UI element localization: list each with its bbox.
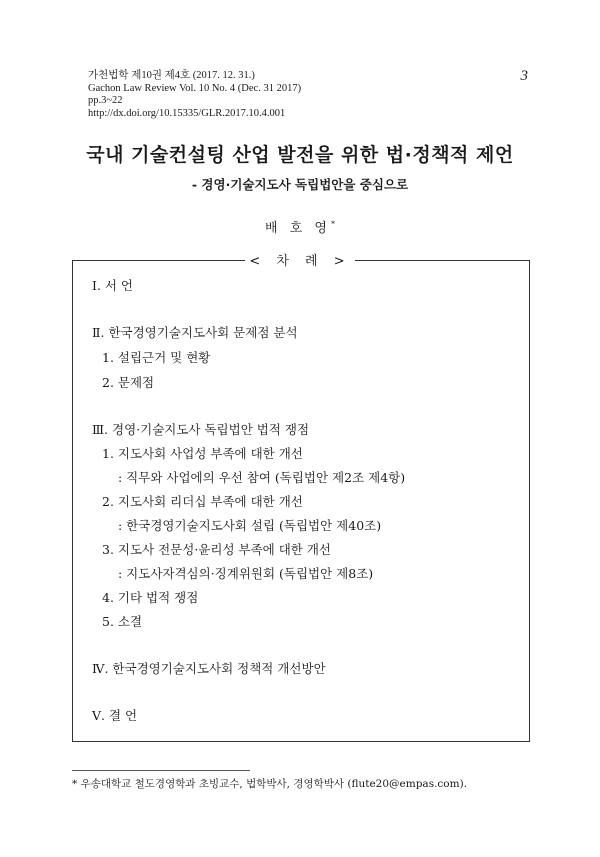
toc-item-3-2-note: : 한국경영기술지도사회 설립 (독립법안 제40조) <box>118 518 382 533</box>
toc-item-4: Ⅳ. 한국경영기술지도사회 정책적 개선방안 <box>92 661 326 676</box>
toc-item-1: Ⅰ. 서 언 <box>92 278 134 293</box>
doi-link[interactable]: http://dx.doi.org/10.15335/GLR.2017.10.4.001 <box>88 107 286 119</box>
author-footnote: * 우송대학교 철도경영학과 초빙교수, 법학박사, 경영학박사 (flute20@empas.com). <box>72 778 468 790</box>
journal-meta <box>88 70 301 120</box>
page-number: 3 <box>520 68 528 84</box>
author-footnote-mark: * <box>330 219 335 229</box>
toc-item-3: Ⅲ. 경영·기술지도사 독립법안 법적 쟁점 <box>92 422 310 437</box>
toc-item-2: Ⅱ. 한국경영기술지도사회 문제점 분석 <box>92 325 298 340</box>
journal-kr: 가천법학 제10권 제4호 (2017. 12. 31.) <box>88 70 255 81</box>
paper-subtitle: - 경영·기술지도사 독립법안을 중심으로 <box>191 177 409 192</box>
author-name: 배 호 영 <box>265 221 331 236</box>
toc-item-3-5: 5. 소결 <box>102 614 143 629</box>
toc-item-2-1: 1. 설립근거 및 현황 <box>102 350 211 365</box>
author-line <box>0 217 600 236</box>
toc-item-3-1: 1. 지도사회 사업성 부족에 대한 개선 <box>102 446 303 461</box>
page-range: pp.3~22 <box>88 95 123 107</box>
toc-item-2-2: 2. 문제점 <box>102 375 155 390</box>
toc-item-3-3: 3. 지도사 전문성·윤리성 부족에 대한 개선 <box>102 542 331 557</box>
toc-item-3-1-note: : 직무와 사업에의 우선 참여 (독립법안 제2조 제4항) <box>118 470 406 485</box>
toc-item-3-3-note: : 지도사자격심의·징계위원회 (독립법안 제8조) <box>118 566 374 581</box>
toc-item-5: Ⅴ. 결 언 <box>92 708 138 723</box>
footnote-divider <box>72 770 250 771</box>
toc-heading: < 차 례 > <box>0 250 600 269</box>
journal-en: Gachon Law Review Vol. 10 No. 4 (Dec. 31 2017) <box>88 82 302 94</box>
toc-item-3-4: 4. 기타 법적 쟁점 <box>102 590 199 605</box>
paper-title: 국내 기술컨설팅 산업 발전을 위한 법·정책적 제언 <box>86 144 514 166</box>
toc-item-3-2: 2. 지도사회 리더십 부족에 대한 개선 <box>102 494 303 509</box>
